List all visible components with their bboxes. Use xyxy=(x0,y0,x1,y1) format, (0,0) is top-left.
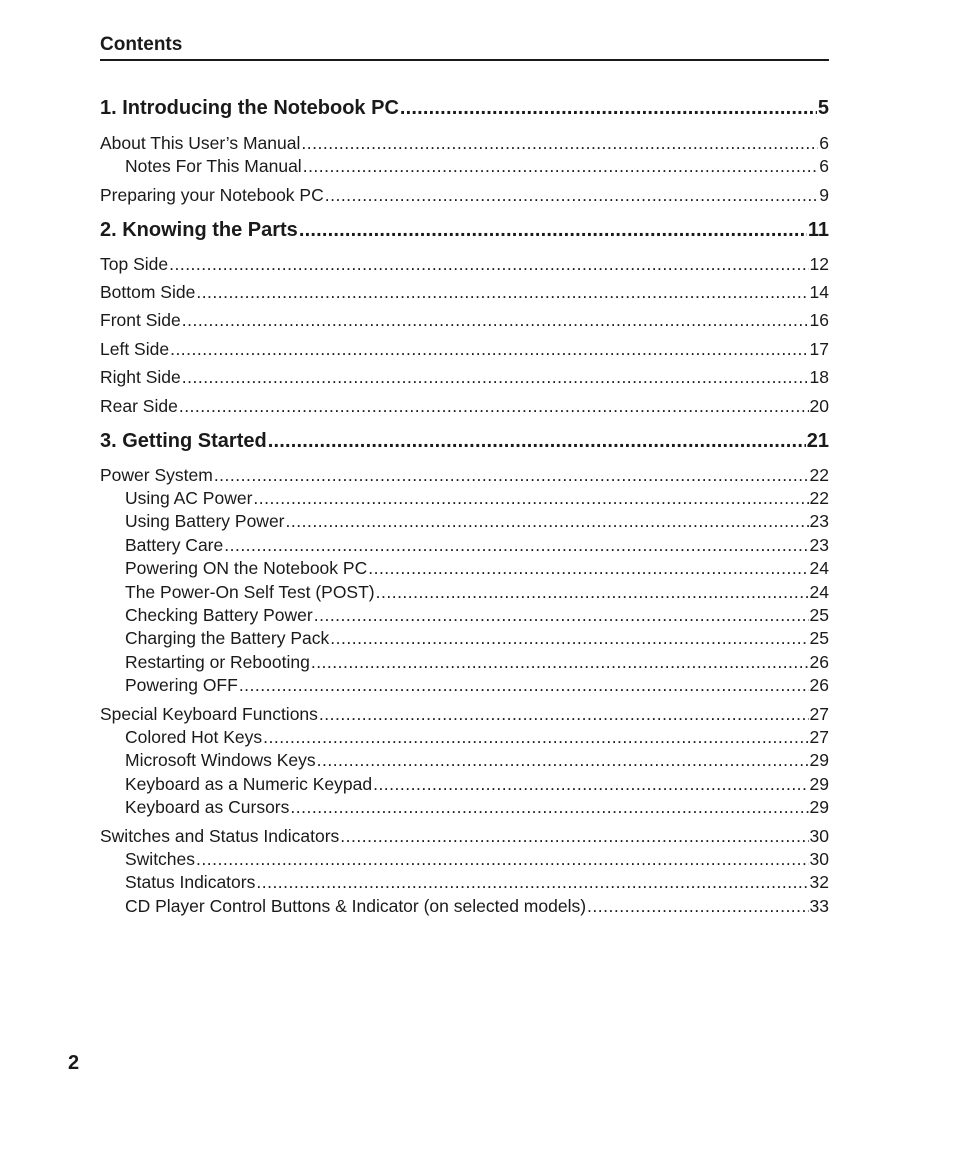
toc-entry xyxy=(100,184,829,206)
toc-entry-title: Status Indicators xyxy=(125,872,256,892)
dot-leader xyxy=(253,487,808,509)
toc-entry xyxy=(100,338,829,360)
dot-leader xyxy=(268,429,806,453)
toc-entry-page: 22 xyxy=(809,465,829,485)
toc-entry xyxy=(125,627,829,649)
dot-leader xyxy=(340,825,808,847)
toc-entry-title: Left Side xyxy=(100,339,170,359)
toc-entry-page: 32 xyxy=(809,872,829,892)
toc-entry-title: Switches xyxy=(125,849,196,869)
toc-entry-page: 30 xyxy=(809,849,829,869)
toc-entry-page: 11 xyxy=(807,219,829,241)
page-number: 2 xyxy=(68,1052,80,1074)
dot-leader xyxy=(170,338,808,360)
dot-leader xyxy=(169,253,808,275)
dot-leader xyxy=(196,848,809,870)
toc-entry xyxy=(100,464,829,486)
toc-entry-title: Powering OFF xyxy=(125,675,238,695)
toc-entry-page: 23 xyxy=(809,511,829,531)
toc-entry-page: 22 xyxy=(809,488,829,508)
toc-entry-title: Bottom Side xyxy=(100,282,196,302)
toc-entry-page: 25 xyxy=(809,628,829,648)
toc-entry xyxy=(125,534,829,556)
dot-leader xyxy=(179,395,809,417)
toc-entry-title: Power System xyxy=(100,465,213,485)
toc-entry-title: 1. Introducing the Notebook PC xyxy=(100,97,399,119)
toc-entry-title: Using AC Power xyxy=(125,488,253,508)
toc-entry-page: 23 xyxy=(809,535,829,555)
dot-leader xyxy=(325,184,819,206)
dot-leader xyxy=(311,651,809,673)
toc-chapter-entry xyxy=(100,218,829,242)
toc-entry-title: Preparing your Notebook PC xyxy=(100,185,324,205)
dot-leader xyxy=(214,464,809,486)
toc-entry-title: Right Side xyxy=(100,367,181,387)
toc-entry-page: 29 xyxy=(809,774,829,794)
toc-entry xyxy=(100,703,829,725)
dot-leader xyxy=(314,604,809,626)
dot-leader xyxy=(330,627,808,649)
toc-entry-title: About This User’s Manual xyxy=(100,133,301,153)
toc-entry xyxy=(100,395,829,417)
toc-entry-title: Checking Battery Power xyxy=(125,605,313,625)
dot-leader xyxy=(303,155,819,177)
toc-entry-page: 20 xyxy=(809,396,829,416)
toc-entry-page: 24 xyxy=(809,558,829,578)
toc-entry xyxy=(125,604,829,626)
toc-entry xyxy=(125,487,829,509)
dot-leader xyxy=(587,895,808,917)
toc-entry-title: Notes For This Manual xyxy=(125,156,302,176)
toc-entry-page: 29 xyxy=(809,797,829,817)
toc-chapter-entry xyxy=(100,429,829,453)
toc-entry-page: 33 xyxy=(809,896,829,916)
toc-entry-title: Powering ON the Notebook PC xyxy=(125,558,368,578)
dot-leader xyxy=(263,726,808,748)
dot-leader xyxy=(224,534,808,556)
toc-entry-title: Front Side xyxy=(100,310,181,330)
dot-leader xyxy=(376,581,809,603)
toc-entry xyxy=(100,281,829,303)
toc-entry-page: 12 xyxy=(809,254,829,274)
dot-leader xyxy=(373,773,808,795)
toc-entry xyxy=(125,651,829,673)
toc-entry-title: Colored Hot Keys xyxy=(125,727,263,747)
toc-entry xyxy=(125,749,829,771)
toc-entry-title: CD Player Control Buttons & Indicator (on selected models) xyxy=(125,896,587,916)
toc-entry xyxy=(125,557,829,579)
toc-entry-page: 5 xyxy=(817,97,829,119)
dot-leader xyxy=(319,703,809,725)
toc-entry-page: 25 xyxy=(809,605,829,625)
toc-entry-title: Special Keyboard Functions xyxy=(100,704,318,724)
toc-chapter-entry xyxy=(100,96,829,120)
toc-entry-page: 24 xyxy=(809,582,829,602)
toc-entry-page: 18 xyxy=(809,367,829,387)
toc-entry xyxy=(100,132,829,154)
toc-entry xyxy=(125,155,829,177)
dot-leader xyxy=(400,96,817,120)
toc-entry-page: 6 xyxy=(819,133,829,153)
dot-leader xyxy=(286,510,809,532)
toc-entry-page: 14 xyxy=(809,282,829,302)
dot-leader xyxy=(239,674,809,696)
dot-leader xyxy=(196,281,808,303)
dot-leader xyxy=(299,218,807,242)
toc-entry-page: 17 xyxy=(809,339,829,359)
toc-entry-page: 6 xyxy=(819,156,829,176)
toc-entry-page: 16 xyxy=(809,310,829,330)
toc-entry-page: 27 xyxy=(809,704,829,724)
dot-leader xyxy=(256,871,808,893)
toc-entry xyxy=(125,581,829,603)
toc-entry-page: 30 xyxy=(809,826,829,846)
dot-leader xyxy=(368,557,808,579)
toc-entry-title: 3. Getting Started xyxy=(100,430,267,452)
toc-entry-title: Restarting or Rebooting xyxy=(125,652,310,672)
dot-leader xyxy=(182,366,809,388)
toc-entry xyxy=(125,848,829,870)
toc-entry-title: Keyboard as a Numeric Keypad xyxy=(125,774,373,794)
toc-entry xyxy=(100,825,829,847)
toc-entry xyxy=(125,510,829,532)
dot-leader xyxy=(301,132,818,154)
dot-leader xyxy=(290,796,808,818)
toc-entry-page: 26 xyxy=(809,675,829,695)
toc-entry-title: Top Side xyxy=(100,254,169,274)
toc-entry-page: 29 xyxy=(809,750,829,770)
header-rule xyxy=(100,59,829,61)
toc-entry-page: 9 xyxy=(819,185,829,205)
toc-entry-title: Battery Care xyxy=(125,535,224,555)
toc-entry-page: 21 xyxy=(806,430,829,452)
dot-leader xyxy=(317,749,809,771)
toc-entry xyxy=(125,726,829,748)
toc-entry-title: Keyboard as Cursors xyxy=(125,797,290,817)
dot-leader xyxy=(182,309,809,331)
toc-entry-title: Microsoft Windows Keys xyxy=(125,750,316,770)
toc-entry-page: 26 xyxy=(809,652,829,672)
toc-entry xyxy=(100,366,829,388)
toc-entry-title: Rear Side xyxy=(100,396,178,416)
toc-entry-title: Using Battery Power xyxy=(125,511,285,531)
toc-entry-title: Switches and Status Indicators xyxy=(100,826,340,846)
page-title: Contents xyxy=(100,34,183,55)
toc-entry xyxy=(100,309,829,331)
toc-entry xyxy=(125,895,829,917)
toc-entry-title: The Power-On Self Test (POST) xyxy=(125,582,375,602)
toc-entry-page: 27 xyxy=(809,727,829,747)
toc-entry xyxy=(125,796,829,818)
toc-entry-title: 2. Knowing the Parts xyxy=(100,219,298,241)
toc-entry xyxy=(100,253,829,275)
toc-entry xyxy=(125,871,829,893)
toc-entry xyxy=(125,674,829,696)
toc-entry-title: Charging the Battery Pack xyxy=(125,628,330,648)
toc-entry xyxy=(125,773,829,795)
